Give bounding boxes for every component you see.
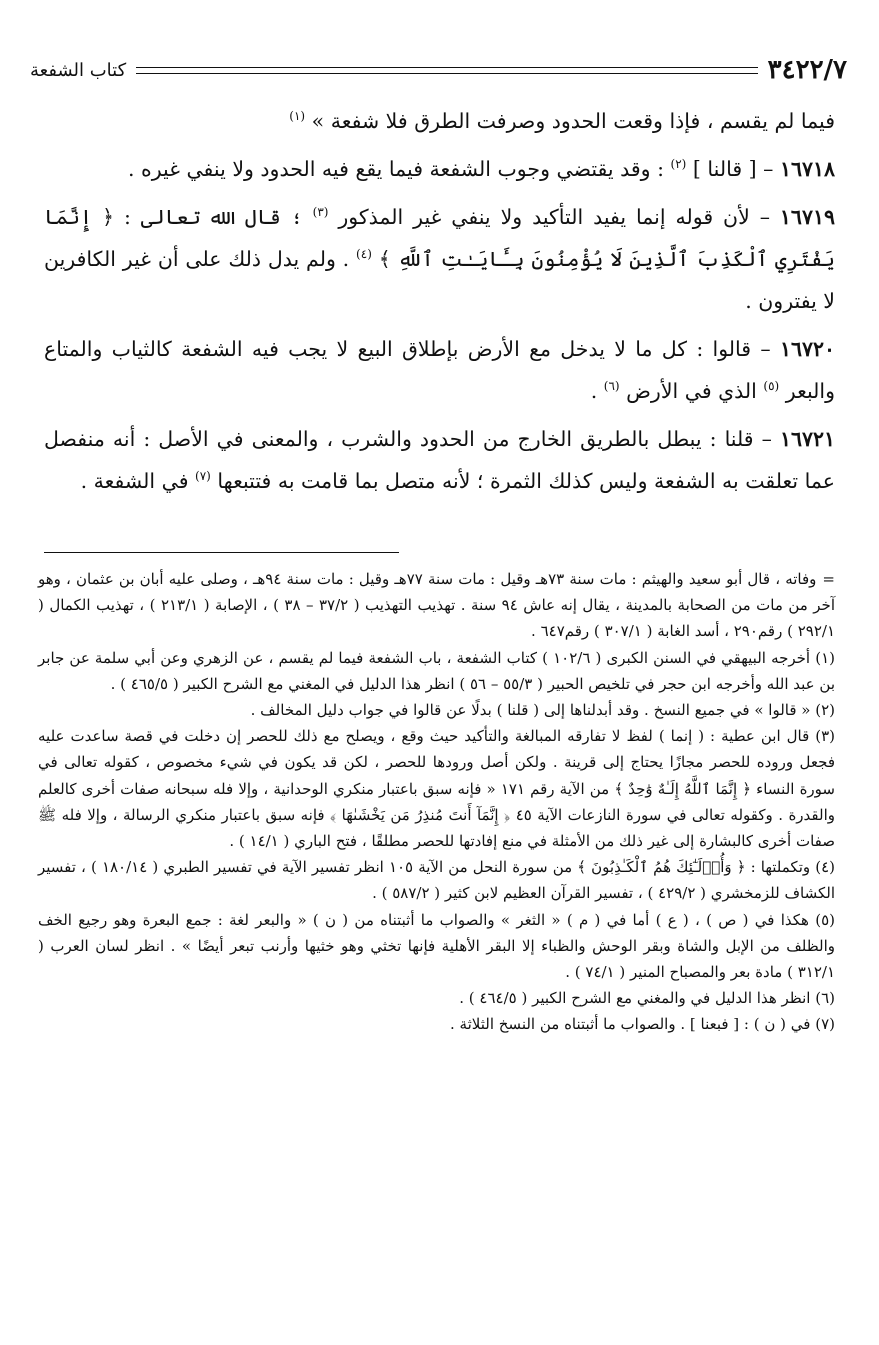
quran-verse: ﴿ إِنَّمَا يَفْتَرِي ٱلْكَذِبَ ٱلَّذِينَ لَا يُؤْمِنُونَ بِـَٔايَـٰتِ ٱللَّهِ ﴾ <box>44 205 835 271</box>
footnote-ref: (٥) <box>763 379 780 394</box>
footnote-7: (٧) في ( ن ) : [ فبعنا ] . والصواب ما أثبتناه من النسخ الثلاثة . <box>450 1015 835 1034</box>
footnote-ref: (١) <box>289 109 306 124</box>
footnote-4: (٤) وتكملتها : ﴿ وَأُو۟لَـٰٓئِكَ هُمُ ٱلْكَـٰذِبُونَ ﴾ من سورة النحل من الآية ١٠٥ انظر تفسير الآية في تفسير الطبري ( ١٨٠/١٤ ) ، تفسير الكشاف للزمخشري ( ٤٢٩/٢ ) ، تفسير القرآن العظيم لابن كثير ( ٥٨٧/٢ ) . <box>38 858 835 903</box>
header-rule <box>136 67 758 74</box>
footnote-continued: =وفاته ، قال أبو سعيد والهيثم : مات سنة ٧٣هـ وقيل : مات سنة ٧٧هـ وقيل : مات سنة ٩٤هـ ، وصلى عليه أبان بن عثمان ، وهو آخر من مات من الصحابة بالمدينة ، يقال إنه عاش ٩٤ سنة . تهذيب التهذيب ( ٣٧/٢ – ٣٨ ) ، الإصابة ( ٢١٣/١ ) ، تهذيب الكمال ( ٢٩٢/١ ) رقم٢٩٠ ، أسد الغابة ( ٣٠٧/١ ) رقم٦٤٧ . <box>38 570 835 641</box>
page-number: ٣٤٢٢/٧ <box>767 55 847 85</box>
footnotes <box>38 566 835 1038</box>
paragraph-number: ١٦٧٢٠ <box>779 337 835 361</box>
paragraph-number: ١٦٧١٩ <box>779 205 835 229</box>
footnote-5: (٥) هكذا في ( ص ) ، ( ع ) أما في ( م ) « الثغر » والصواب ما أثبتناه من ( ن ) « والبعر لغة : جمع البعرة وهو رجيع الخف والظلف من الإبل والشاة وبقر الوحش والظباء إلا البقر الأهلية فإنها تخثي وهو خثيها وأرنب تبعر أيضًا » . انظر لسان العرب ( ٣١٢/١ ) مادة بعر والمصباح المنير ( ٧٤/١ ) . <box>38 910 835 982</box>
paragraph-continuation: فيما لم يقسم ، فإذا وقعت الحدود وصرفت الطرق فلا شفعة » $^{(١)}$ <box>289 109 835 133</box>
footnote-3: (٣) قال ابن عطية : ( إنما ) لفظ لا تفارقه المبالغة والتأكيد حيث وقع ، ويصلح مع ذلك للحصر إن دخلت في قصة ساعدت عليه فجعل وروده للحصر مجازًا يحتاج إلى قرينة . ولكن أصل ورودها للحصر ، لكن قد يكون في شيء مخصوص ، كقوله تعالى في سورة النساء ﴿ إِنَّمَا ٱللَّهُ إِلَـٰهٌ وَٰحِدٌ ﴾ من الآية رقم ١٧١ « فإنه سبق باعتبار منكري الوحدانية ، وإلا فله سبحانه صفات أخرى كالعلم والقدرة . وكقوله تعالى في سورة النازعات الآية ٤٥ ﴿ إِنَّمَآ أَنتَ مُنذِرُ مَن يَخْشَىٰهَا ﴾ فإنه سبق باعتبار منكري الرسالة ، وإلا فله ﷺ صفات أخرى كالبشارة إلى غير ذلك من الأمثلة في منع إفادتها للحصر مطلقًا ، فتح الباري ( ١٤/١ ) . <box>38 727 835 851</box>
footnote-1: (١) أخرجه البيهقي في السنن الكبرى ( ١٠٢/٦ ) كتاب الشفعة ، باب الشفعة فيما لم يقسم ، عن الزهري وعن أبي سلمة عن جابر بن عبد الله وأخرجه ابن حجر في تلخيص الحبير ( ٥٥/٣ – ٥٦ ) انظر هذا الدليل في المغني مع الشرح الكبير ( ٤٦٥/٥ ) . <box>38 648 835 693</box>
footnote-divider <box>44 552 399 553</box>
page-header <box>30 50 847 90</box>
main-text <box>44 100 835 508</box>
continuation-mark: = <box>822 570 835 588</box>
paragraph-16719: ١٦٧١٩ – لأن قوله إنما يفيد التأكيد ولا ينفي غير المذكور $^{(٣)}$ ؛ قال الله تعالى : ﴿ إِنَّمَا يَفْتَرِي ٱلْكَذِبَ ٱلَّذِينَ لَا يُؤْمِنُونَ بِـَٔايَـٰتِ ٱللَّهِ ﴾ $^{(٤)}$ . ولم يدل ذلك على أن غير الكافرين لا يفترون . <box>44 205 835 313</box>
footnote-6: (٦) انظر هذا الدليل في والمغني مع الشرح الكبير ( ٤٦٤/٥ ) . <box>459 989 835 1008</box>
book-title: كتاب الشفعة <box>30 59 127 81</box>
paragraph-number: ١٦٧٢١ <box>779 427 835 451</box>
paragraph-16718: ١٦٧١٨ – [ قالنا ] $^{(٢)}$ : وقد يقتضي وجوب الشفعة فيما يقع فيه الحدود ولا ينفي غيره . <box>127 157 835 181</box>
footnote-ref: (٤) <box>356 247 372 262</box>
footnote-ref: (٢) <box>670 157 687 172</box>
paragraph-number: ١٦٧١٨ <box>779 157 835 181</box>
footnote-ref: (٦) <box>603 379 620 394</box>
footnote-2: (٢) « قالوا » في جميع النسخ . وقد أبدلناها إلى ( قلنا ) بدلًا عن قالوا في جواب دليل المخالف . <box>250 701 835 720</box>
paragraph-16720: ١٦٧٢٠ – قالوا : كل ما لا يدخل مع الأرض بإطلاق البيع لا يجب فيه الشفعة كالثياب والمتاع والبعر $^{(٥)}$ الذي في الأرض $^{(٦)}$ . <box>44 337 835 403</box>
footnote-ref: (٧) <box>195 469 211 484</box>
footnote-ref: (٣) <box>312 205 329 220</box>
paragraph-16721: ١٦٧٢١ – قلنا : يبطل بالطريق الخارج من الحدود والشرب ، والمعنى في الأصل : أنه منفصل عما تعلقت به الشفعة وليس كذلك الثمرة ؛ لأنه متصل بما قامت به فتتبعها $^{(٧)}$ في الشفعة . <box>44 427 835 493</box>
